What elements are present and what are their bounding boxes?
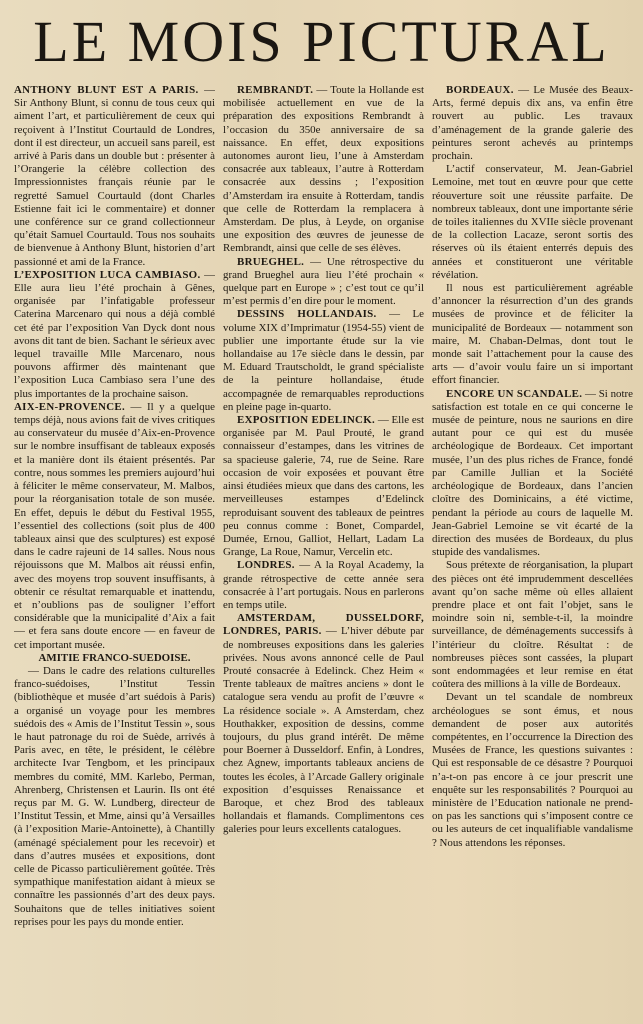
column-1 <box>14 84 215 1018</box>
article-heading: DESSINS HOLLANDAIS. <box>237 308 377 321</box>
article-cambiaso <box>14 269 215 401</box>
article-rembrandt <box>223 84 424 256</box>
article-body: — L’hiver débute par de nombreuses expositions dans les galeries privées. Nous avons annoncé celle de Paul Prouté consacrée à Edelinck. Chez Heim « Trente tableaux de maîtres anciens » dont le catalogue sera vendu au profit de l’œuvre « La résidence sociale ». A Amsterdam, chez Houthakker, exposition de dessins, comme toujours, du plus grand intérêt. De même pour Boerner à Dusseldorf. Enfin, à Londres, chez Agnew, importants tableaux anciens de toutes les écoles, à l’Arcade Gallery originale exposition d’esquisses Renaissance et Baroque, et chez Brod des tableaux hollandais et flamands. Complimentons ces galeries pour leurs excellents catalogues. <box>223 625 424 836</box>
article-edelinck <box>223 414 424 559</box>
article-blunt <box>14 84 215 269</box>
article-heading: BRUEGHEL. <box>237 255 305 268</box>
article-body: — Il y a quelque temps déjà, nous avions fait de vives critiques au conservateur du musée d’Aix-en-Provence sur le nombre insuffisant de tableaux exposés et la manière dont ils étaient présentés. Par contre, nous sommes les premiers aujourd’hui à féliciter le même conservateur, M. Malbos, pour la réorganisation totale de son musée. En effet, depuis le début du Festival 1955, l’essentiel des collections (soit plus de 400 tableaux ainsi que des sculptures) est exposé dans le cadre rajeuni de 14 salles. Nous nous réjouissons que M. Malbos ait réussi enfin, avec des moyens trop souvent insuffisants, à obtenir ce résultat remarquable et inattendu, et n’oublions pas de souligner l’effort considérable que la municipalité d’Aix a fait — et fera sans doute encore — en faveur de cet important musée. <box>14 400 215 651</box>
article-body: Sous prétexte de réorganisation, la plupart des pièces ont été imprudemment descellées avant qu’on sache même où elles allaient prendre place et ont fait l’objet, sans le moindre soin ni, semble-t-il, la moindre surveillance, de déménagements successifs à l’intérieur du cloître. Résultat : de nombreuses pièces sont cassées, la plupart sont endommagées et leur remise en état coûtera des millions à la ville de Bordeaux. <box>432 559 633 691</box>
column-3 <box>432 84 633 1018</box>
article-heading: BORDEAUX. <box>446 84 514 96</box>
article-heading: REMBRANDT. <box>237 84 314 96</box>
article-heading: L’EXPOSITION LUCA CAMBIASO. <box>14 268 201 281</box>
article-aix <box>14 401 215 652</box>
article-columns <box>14 84 636 1018</box>
masthead-title: LE MOIS PICTURAL <box>33 9 610 74</box>
article-brueghel <box>223 256 424 309</box>
article-body: Il nous est particulièrement agréable d’annoncer la résurrection d’un des grands musées de province et de féliciter la municipalité de Bordeaux — notamment son maire, M. Chaban-Delmas, dont tout le monde sait l’attachement pour la cause des arts — d’avoir voulu faire un si important effort financier. <box>432 282 633 387</box>
article-body: — Le Musée des Beaux-Arts, fermé depuis dix ans, va enfin être rouvert au public. Les travaux d’aménagement de la grande galerie des peintures seront achevés au printemps prochain. <box>432 84 633 163</box>
article-scandale <box>432 388 633 560</box>
article-heading: ENCORE UN SCANDALE. <box>446 387 583 400</box>
article-heading: EXPOSITION EDELINCK. <box>237 414 376 427</box>
article-body: — A la Royal Academy, la grande rétrospective de cette année sera consacrée à l’art portugais. Nous en parlerons en temps utile. <box>223 559 424 611</box>
article-body: — Une rétrospective du grand Brueghel aura lieu l’été prochain « quelque part en Europe » ; c’est tout ce qu’il m’est permis d’en dire pour le moment. <box>223 255 424 308</box>
article-body: — Elle est organisée par M. Paul Prouté, le grand connaisseur d’estampes, dans les vitrines de sa spacieuse galerie, 74, rue de Seine. Rare occasion de voir exposées et pouvant être ainsi étudiées mieux que dans des cartons, les merveilleuses estampes d’Edelinck reproduisant souvent des tableaux de peintres peu connus comme : Bonet, Compardel, Dumée, Ernou, Galliot, Hellart, Ladam La Grange, La Roue, Namur, Vercelin etc. <box>223 414 424 559</box>
article-body: — Le volume XIX d’Imprimatur (1954-55) vient de publier une importante étude sur la vie hollandaise au 17e siècle dans le dessin, par M. Eduard Trautscholdt, le grand spécialiste de la peinture hollandaise, étude accompagnée de remarquables reproductions en pleine page in-quarto. <box>223 308 424 413</box>
article-dessins <box>223 308 424 414</box>
article-heading: AMSTERDAM, DUSSELDORF, LONDRES, PARIS. <box>223 612 424 638</box>
article-londres <box>223 559 424 612</box>
article-body: — Toute la Hollande est mobilisée actuellement en vue de la préparation des expositions Rembrandt à l’occasion du 350e anniversaire de sa naissance. En effet, deux expositions autonomes auront lieu, l’une à Amsterdam consacrée aux tableaux, l’autre à Rotterdam consacrée aux dessins ; l’exposition d’Amsterdam ira ensuite à Rotterdam, tandis que celle de Rotterdam la remplacera à Amsterdam. De plus, à Leyde, on organise une exposition des œuvres de jeunesse de Rembrandt, ainsi que celle de ses élèves. <box>223 84 424 255</box>
article-body: Devant un tel scandale de nombreux archéologues se sont émus, et nous demandent de poser aux autorités compétentes, en l’occurrence la Direction des Musées de France, les questions suivantes : Qui est responsable de ce désastre ? Pourquoi n’a-t-on pas encore à ce jour prescrit une enquête sur les responsabilités ? Pourquoi au ministère de l’Education nationale ne prend-on pas les sanctions qui s’imposent contre ce ou les auteurs de cet inqualifiable vandalisme ? Nous attendons les réponses. <box>432 691 633 849</box>
article-body: L’actif conservateur, M. Jean-Gabriel Lemoine, met tout en œuvre pour que cette réouverture soit une réussite parfaite. De nombreux tableaux, dont une importante série de toiles italiennes du XVIIe siècle provenant de la collection Lacaze, seront sortis des réserves où ils étaient enterrés depuis des années et constitueront une véritable révélation. <box>432 163 633 281</box>
article-galeries <box>223 612 424 836</box>
article-body: — Sir Anthony Blunt, si connu de tous ceux qui aiment l’art, et particulièrement de ceux qui reçoivent à l’Institut Courtauld de Londres, dont il est directeur, un accueil sans pareil, est arrivé à Paris dans un double but : présenter à l’Orangerie la célèbre collection des Impressionnistes français réunie par le regretté Samuel Courtauld (dont Charles Estienne fait ici le commentaire) et donner une conférence sur ce grand collectionneur qu’était Samuel Courtauld. Tous nos souhaits de bienvenue à Anthony Blunt, historien d’art passionné et ami de la France. <box>14 84 215 268</box>
article-heading: ANTHONY BLUNT EST A PARIS. <box>14 84 199 96</box>
article-heading: AMITIE FRANCO-SUEDOISE. <box>38 651 191 664</box>
article-heading: AIX-EN-PROVENCE. <box>14 400 125 413</box>
article-body: — Dans le cadre des relations culturelles franco-suédoises, l’Institut Tessin (bibliothèque et musée d’art suédois à Paris) a organisé un voyage pour les membres suédois des « Amis de l’Institut Tessin », sous le haut patronage du roi de Suède, arrivés à Paris avec, en tête, le président, le célèbre architecte Ivar Tengbom, et les principaux membres du comité, MM. Karlebo, Perman, Ahrenberg, Christensen et Laurin. Ils ont été reçus par M. G. W. Lundberg, directeur de l’Institut Tessin, et Mme, ainsi qu’à Versailles (à l’exposition Marie-Antoinette), à Chantilly (aménagé spécialement pour les recevoir) et dans d’autres musées et expositions, dont celle de Picasso particulièrement goûtée. Très sympathique manifestation aidant à mieux se connaître les passionnés d’art des deux pays. Souhaitons que de telles initiatives soient reprises pour les pays du monde entier. <box>14 664 215 928</box>
article-bordeaux <box>432 84 633 163</box>
article-body: — Si notre satisfaction est totale en ce qui concerne le musée de peinture, nous ne saurions en dire autant pour ce qui est du musée archéologique de Bordeaux. Cet important musée, l’un des plus riches de France, fondé par Camille Jullian et la Société archéologique de Bordeaux, dans l’ancien cloître des Dominicains, a été victime, pendant la période au cours de laquelle M. Jean-Gabriel Lemoine se vit écarté de la direction des musées de Bordeaux, du plus stupide des vandalismes. <box>432 387 633 559</box>
article-heading: LONDRES. <box>237 559 295 572</box>
article-body: — Elle aura lieu l’été prochain à Gênes, organisée par l’infatigable professeur Caterina Marcenaro qui nous a déjà comblé cet été par l’exposition Van Dyck dont nous avons dit tant de bien. Sachant le sérieux avec lequel travaille Mlle Marcenaro, nous pouvons affirmer dès maintenant que l’exposition Luca Cambiaso sera l’une des plus importantes de la prochaine saison. <box>14 268 215 400</box>
column-2 <box>223 84 424 1018</box>
